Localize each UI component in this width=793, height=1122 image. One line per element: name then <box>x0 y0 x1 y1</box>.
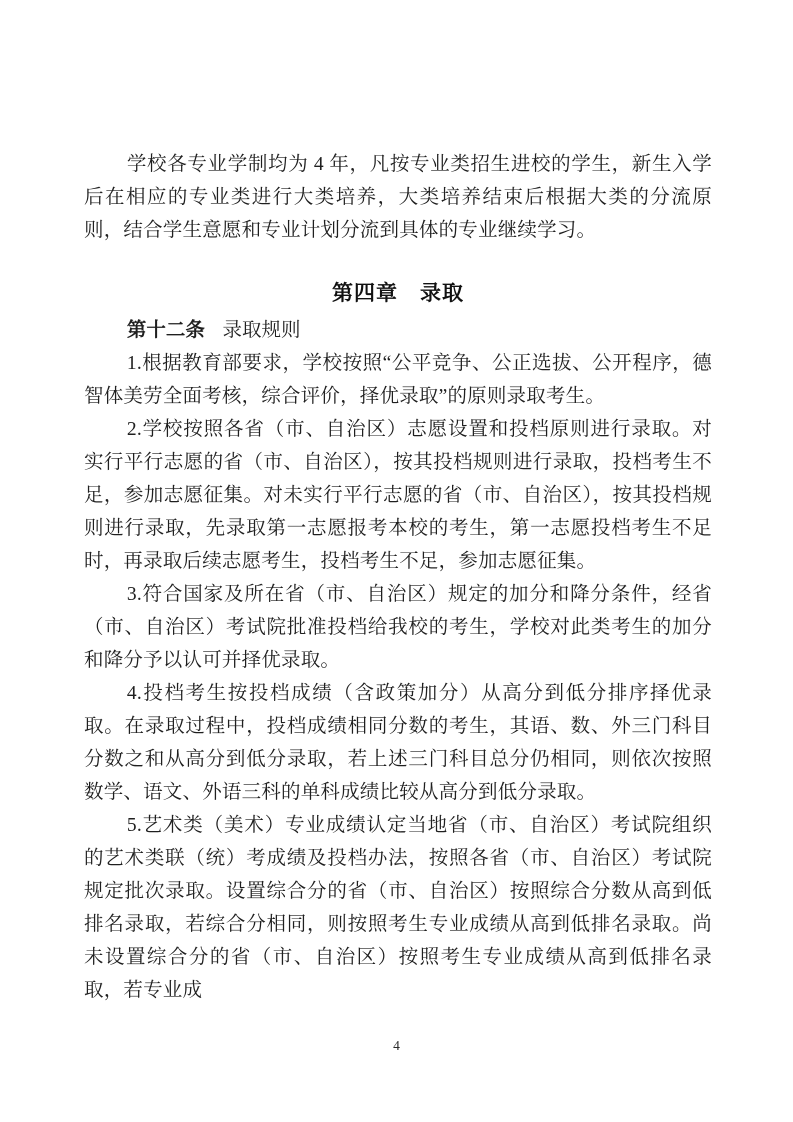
document-content <box>84 148 712 1007</box>
page-number: 4 <box>393 1038 400 1053</box>
rule-paragraph-5: 5.艺术类（美术）专业成绩认定当地省（市、自治区）考试院组织的艺术类联（统）考成绩及投档办法，按照各省（市、自治区）考试院规定批次录取。设置综合分的省（市、自治区）按照综合分数从高到低排名录取，若综合分相同，则按照考生专业成绩从高到低排名录取。尚未设置综合分的省（市、自治区）按照考生专业成绩从高到低排名录取，若专业成 <box>84 815 712 1001</box>
rule-paragraph-2: 2.学校按照各省（市、自治区）志愿设置和投档原则进行录取。对实行平行志愿的省（市、自治区），按其投档规则进行录取，投档考生不足，参加志愿征集。对未实行平行志愿的省（市、自治区），按其投档规则进行录取，先录取第一志愿报考本校的考生，第一志愿投档考生不足时，再录取后续志愿考生，投档考生不足，参加志愿征集。 <box>84 419 712 572</box>
chapter-heading: 第四章 录取 <box>332 282 464 305</box>
article-title: 录取规则 <box>222 320 301 341</box>
rule-paragraph-4: 4.投档考生按投档成绩（含政策加分）从高分到低分排序择优录取。在录取过程中，投档成绩相同分数的考生，其语、数、外三门科目分数之和从高分到低分录取，若上述三门科目总分仍相同，则依次按照数学、语文、外语三科的单科成绩比较从高分到低分录取。 <box>84 683 712 803</box>
rule-paragraph-3: 3.符合国家及所在省（市、自治区）规定的加分和降分条件，经省（市、自治区）考试院批准投档给我校的考生，学校对此类考生的加分和降分予以认可并择优录取。 <box>84 584 712 671</box>
article-number: 第十二条 <box>126 320 205 341</box>
rule-paragraph-1: 1.根据教育部要求，学校按照“公平竞争、公正选拔、公开程序，德智体美劳全面考核，综合评价，择优录取”的原则录取考生。 <box>84 353 712 407</box>
intro-paragraph: 学校各专业学制均为 4 年，凡按专业类招生进校的学生，新生入学后在相应的专业类进行大类培养，大类培养结束后根据大类的分流原则，结合学生意愿和专业计划分流到具体的专业继续学习。 <box>84 154 712 241</box>
article-heading <box>84 314 712 347</box>
